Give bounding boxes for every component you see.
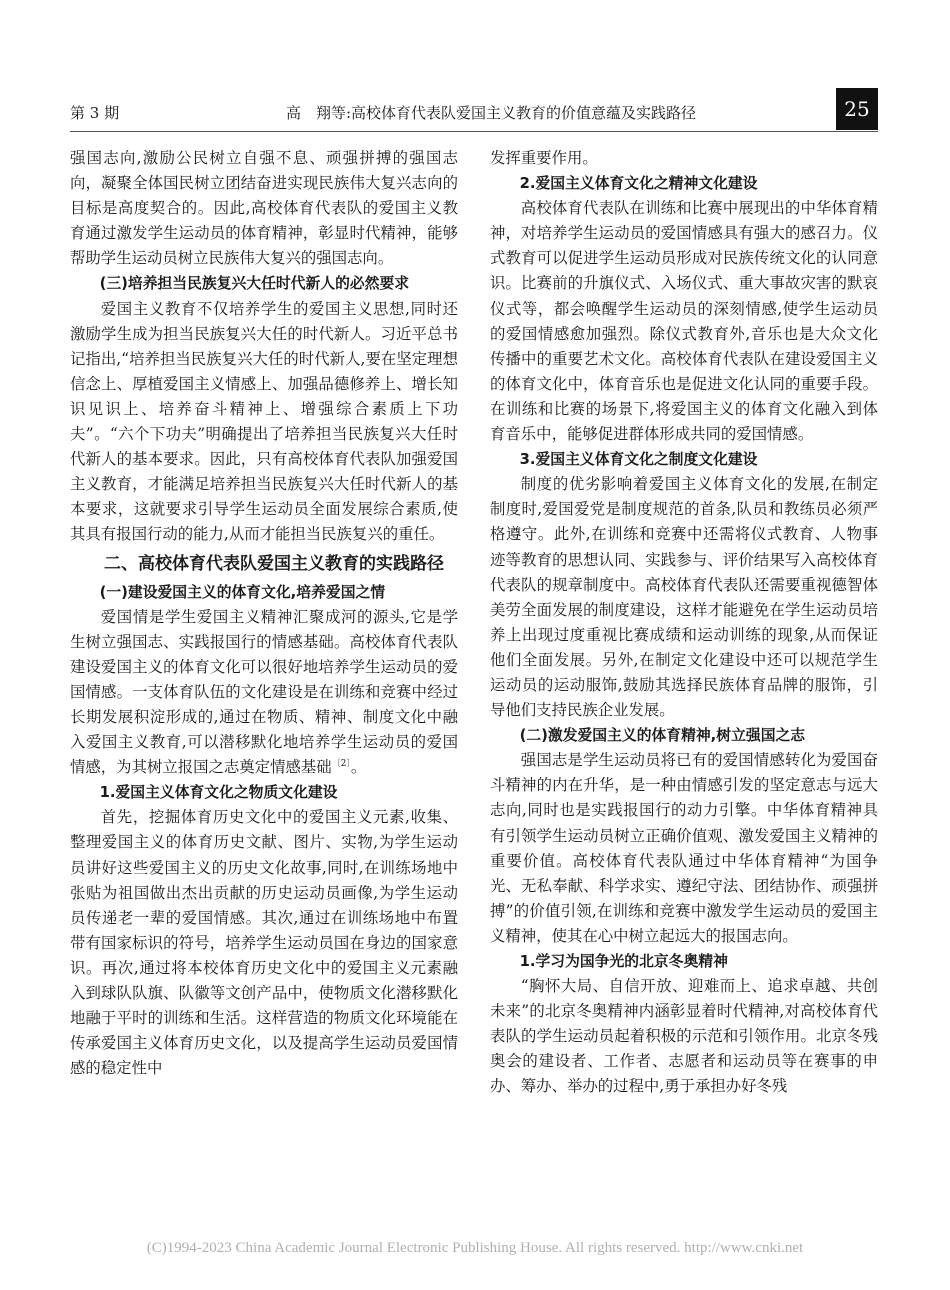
page-header	[0, 88, 950, 132]
citation-ref: 〔2〕	[331, 759, 351, 770]
paragraph: 制度的优劣影响着爱国主义体育文化的发展,在制定制度时,爱国爱党是制度规范的首条,队员和教练员必须严格遵守。此外,在训练和竞赛中还需将仪式教育、人物事迹等教育的思想认同、实践参与、评价结果写入高校体育代表队的规章制度中。高校体育代表队还需要重视德智体美劳全面发展的制度建设，这样才能避免在学生运动员培养上出现过度重视比赛成绩和运动训练的现象,从而保证他们全面发展。另外,在制定文化建设中还可以规范学生运动员的运动服饰,鼓励其选择民族体育品牌的服饰，引导他们支持民族企业发展。	[490, 475, 878, 720]
copyright-footer: (C)1994-2023 China Academic Journal Electronic Publishing House. All rights reserved. http://www.cnki.net	[146, 1240, 804, 1256]
paragraph: 强国志是学生运动员将已有的爱国情感转化为爱国奋斗精神的内在升华，是一种由情感引发的坚定意志与远大志向,同时也是实践报国行的动力引擎。中华体育精神具有引领学生运动员树立正确价值观、激发爱国主义精神的重要价值。高校体育代表队通过中华体育精神“为国争光、无私奉献、科学求实、遵纪守法、团结协作、顽强拼搏”的价值引领,在训练和竞赛中激发学生运动员的爱国主义精神，使其在心中树立起远大的报国志向。	[490, 751, 878, 945]
paragraph	[70, 605, 458, 781]
numbered-heading: 2.爱国主义体育文化之精神文化建设	[519, 175, 758, 193]
header-rule	[70, 131, 878, 132]
subsection-heading: (一)建设爱国主义的体育文化,培养爱国之情	[99, 583, 386, 601]
numbered-heading: 3.爱国主义体育文化之制度文化建设	[519, 451, 758, 469]
paragraph: 强国志向,激励公民树立自强不息、顽强拼搏的强国志向，凝聚全体国民树立团结奋进实现民族伟大复兴志向的目标是高度契合的。因此,高校体育代表队的爱国主义教育通过激发学生运动员的体育精神，彰显时代精神，能够帮助学生运动员树立民族伟大复兴的强国志向。	[70, 149, 458, 268]
page-number-badge: 25	[836, 88, 878, 130]
numbered-heading: 1.学习为国争光的北京冬奥精神	[519, 953, 728, 970]
issue-label: 第 3 期	[70, 104, 120, 122]
left-column	[70, 146, 458, 1081]
paragraph: 高校体育代表队在训练和比赛中展现出的中华体育精神，对培养学生运动员的爱国情感具有强大的感召力。仪式教育可以促进学生运动员形成对民族传统文化的认同意识。比赛前的升旗仪式、入场仪式、重大事故灾害的默哀仪式等，都会唤醒学生运动员的深刻情感,使学生运动员的爱国情感愈加强烈。除仪式教育外,音乐也是大众文化传播中的重要艺术文化。高校体育代表队在建设爱国主义的体育文化中，体育音乐也是促进文化认同的重要手段。在训练和比赛的场景下,将爱国主义的体育文化融入到体育音乐中，能够促进群体形成共同的爱国情感。	[490, 199, 878, 444]
right-column	[490, 146, 878, 1100]
section-heading: 二、高校体育代表队爱国主义教育的实践路径	[104, 553, 444, 574]
paragraph: 发挥重要作用。	[490, 149, 598, 167]
paragraph: “胸怀大局、自信开放、迎难而上、追求卓越、共创未来”的北京冬奥精神内涵彰显着时代精神,对高校体育代表队的学生运动员起着积极的示范和引领作用。北京冬残奥会的建设者、工作者、志愿者和运动员等在赛事的申办、筹办、举办的过程中,勇于承担办好冬残	[490, 977, 878, 1096]
paragraph: 首先，挖掘体育历史文化中的爱国主义元素,收集、整理爱国主义的体育历史文献、图片、实物,为学生运动员讲好这些爱国主义的历史文化故事,同时,在训练场地中张贴为祖国做出杰出贡献的历史运动员画像,为学生运动员传递老一辈的爱国情感。其次,通过在训练场地中布置带有国家标识的符号，培养学生运动员国在身边的国家意识。再次,通过将本校体育历史文化中的爱国主义元素融入到球队队旗、队徽等文创产品中，使物质文化潜移默化地融于平时的训练和生活。这样营造的物质文化环境能在传承爱国主义体育历史文化，以及提高学生运动员爱国情感的稳定性中	[70, 808, 458, 1078]
paragraph-end: 。	[350, 758, 367, 777]
paragraph: 爱国主义教育不仅培养学生的爱国主义思想,同时还激励学生成为担当民族复兴大任的时代新人。习近平总书记指出,“培养担当民族复兴大任的时代新人,要在坚定理想信念上、厚植爱国主义情感上、加强品德修养上、增长知识见识上、培养奋斗精神上、增强综合素质上下功夫”。“六个下功夫”明确提出了培养担当民族复兴大任时代新人的基本要求。因此，只有高校体育代表队加强爱国主义教育，才能满足培养担当民族复兴大任时代新人的基本要求，这就要求引导学生运动员全面发展综合素质,使其具有报国行动的能力,从而才能担当民族复兴的重任。	[70, 299, 458, 544]
subsection-heading: (三)培养担当民族复兴大任时代新人的必然要求	[99, 275, 410, 293]
paragraph-text: 爱国情是学生爱国主义精神汇聚成河的源头,它是学生树立强国志、实践报国行的情感基础。高校体育代表队建设爱国主义的体育文化可以很好地培养学生运动员的爱国情感。一支体育队伍的文化建设是在训练和竞赛中经过长期发展积淀形成的,通过在物质、精神、制度文化中融入爱国主义教育,可以潜移默化地培养学生运动员的爱国情感，为其树立报国之志奠定情感基础	[70, 607, 458, 777]
numbered-heading: 1.爱国主义体育文化之物质文化建设	[99, 784, 338, 802]
running-title: 高 翔等:高校体育代表队爱国主义教育的价值意蕴及实践路径	[286, 104, 697, 122]
subsection-heading: (二)激发爱国主义的体育精神,树立强国之志	[519, 727, 806, 745]
